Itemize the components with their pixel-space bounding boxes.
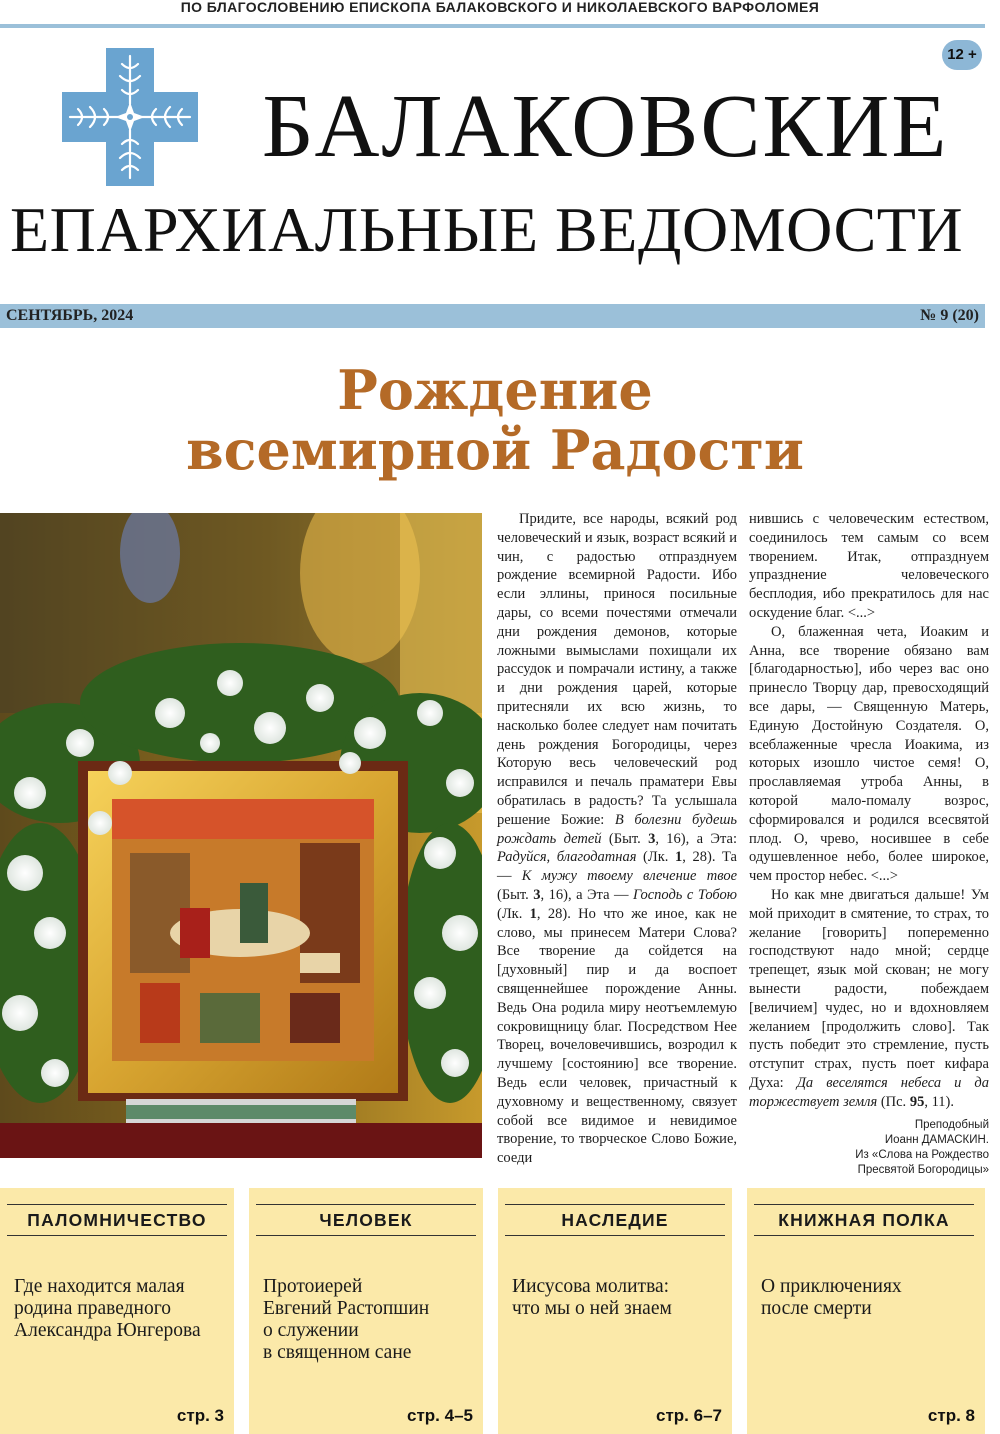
masthead-title-line1: БАЛАКОВСКИЕ — [262, 77, 949, 176]
section-rubric: ПАЛОМНИЧЕСТВО — [7, 1204, 227, 1236]
article-column-1 — [497, 510, 737, 1168]
article-headline — [100, 360, 890, 480]
headline-line2: всемирной Радости — [186, 418, 804, 482]
article-column-2 — [749, 510, 989, 1178]
masthead-title-line2: ЕПАРХИАЛЬНЫЕ ВЕДОМОСТИ — [10, 194, 964, 265]
section-page-ref: стр. 8 — [927, 1406, 975, 1425]
section-title: Иисусова молитва: что мы о ней знаем — [512, 1276, 672, 1319]
article-paragraph: О, блаженная чета, Иоаким и Анна, все творение обязано вам [благодарностью], ибо через вас оно принесло Творцу дар, превосходящий все дары, — Священную Матерь, Единую Достойную Создателя. О, всеблаженные чресла Иоакима, из которых изошло чистое семя! О, прославляемая утроба Анны, в которой мало-помалу возрос, сформировался и родился всесвятой плод. О, чрево, носившее в себе одушевленное небо, более широкое, чем простор небес. <...> — [749, 623, 989, 885]
section-title: О приключениях после смерти — [761, 1276, 902, 1319]
section-card-heritage[interactable] — [498, 1188, 732, 1434]
section-rubric: ЧЕЛОВЕК — [256, 1204, 476, 1236]
section-card-pilgrimage[interactable] — [0, 1188, 234, 1434]
nativity-icon-photo — [0, 513, 482, 1158]
section-title: Протоиерей Евгений Растопшин о служении в священном сане — [263, 1276, 430, 1363]
section-page-ref: стр. 4–5 — [407, 1406, 473, 1425]
section-title: Где находится малая родина праведного Александра Юнгерова — [14, 1276, 201, 1341]
top-rule — [0, 24, 985, 28]
section-page-ref: стр. 6–7 — [656, 1406, 722, 1425]
article-paragraph: Но как мне двигаться дальше! Ум мой приходит в смятение, то страх, то желание [говорить] попеременно господствуют надо мной; сердце трепещет, язык мой скован; не могу вынести радости, побеждаем [величием] чудес, но и вдохновляем желанием [продолжить слово]. Так пусть победит это стремление, пусть отступит страх, пусть поет кифара Духа: Да веселятся небеса и да торжествует земля (Пс. 95, 11). — [749, 886, 989, 1110]
date-band — [0, 304, 985, 328]
issue-number: № 9 (20) — [920, 307, 979, 324]
section-rubric: КНИЖНАЯ ПОЛКА — [754, 1204, 974, 1236]
article-signature: Преподобный Иоанн ДАМАСКИН. Из «Слова на Рождество Пресвятой Богородицы» — [855, 1118, 989, 1176]
section-card-bookshelf[interactable] — [747, 1188, 985, 1434]
section-card-person[interactable] — [249, 1188, 483, 1434]
cross-logo-icon — [62, 48, 198, 186]
article-paragraph: Придите, все народы, всякий род человеческий и язык, возраст всякий и чин, с радостью отпразднуем рождение всемирной Радости. Ибо если эллины, принося посильные дары, со всеми почестями отмечали дни рождения демонов, которые ложными вымыслами похищали их рассудок и помрачали истину, а также и дни рождения царей, которые притесняли их всю жизнь, то насколько более следует нам почитать день рождения Богородицы, через Которую весь человеческий род исправился и печаль праматери Евы обратилась в радость? Та услышала решение Божие: В болезни будешь рождать детей (Быт. 3, 16), а Эта: Радуйся, благодатная (Лк. 1, 28). Та — К мужу твоему влечение твое (Быт. 3, 16), а Эта — Господь с Тобою (Лк. 1, 28). Но что же иное, как не слово, мы принесем Матери Слова? Все творение да сойдется на [духовный] пир и да воспоет священнейшее порождение Анны. Ведь Она родила миру неотъемлемую сокровищницу благ. Посредством Нее Творец, вочеловечившись, возродил к лучшему [состоянию] все творение. Ведь если человек, причастный к духовному и вещественному, связует собой все видимое и невидимое творение, то творческое Слово Божие, соеди — [497, 511, 737, 1167]
section-page-ref: стр. 3 — [176, 1406, 224, 1425]
section-rubric: НАСЛЕДИЕ — [505, 1204, 725, 1236]
headline-line1: Рождение — [337, 358, 653, 422]
age-rating-badge: 12 + — [942, 40, 982, 70]
blessing-line: ПО БЛАГОСЛОВЕНИЮ ЕПИСКОПА БАЛАКОВСКОГО И НИКОЛАЕВСКОГО ВАРФОЛОМЕЯ — [180, 0, 820, 15]
issue-date: СЕНТЯБРЬ, 2024 — [6, 307, 134, 324]
article-paragraph: нившись с человеческим естеством, соединилось тем самым со всем творением. Итак, отпразднуем упразднение человеческого бесплодия, ибо прекратилось для нас оскудение благ. <...> — [749, 511, 989, 621]
